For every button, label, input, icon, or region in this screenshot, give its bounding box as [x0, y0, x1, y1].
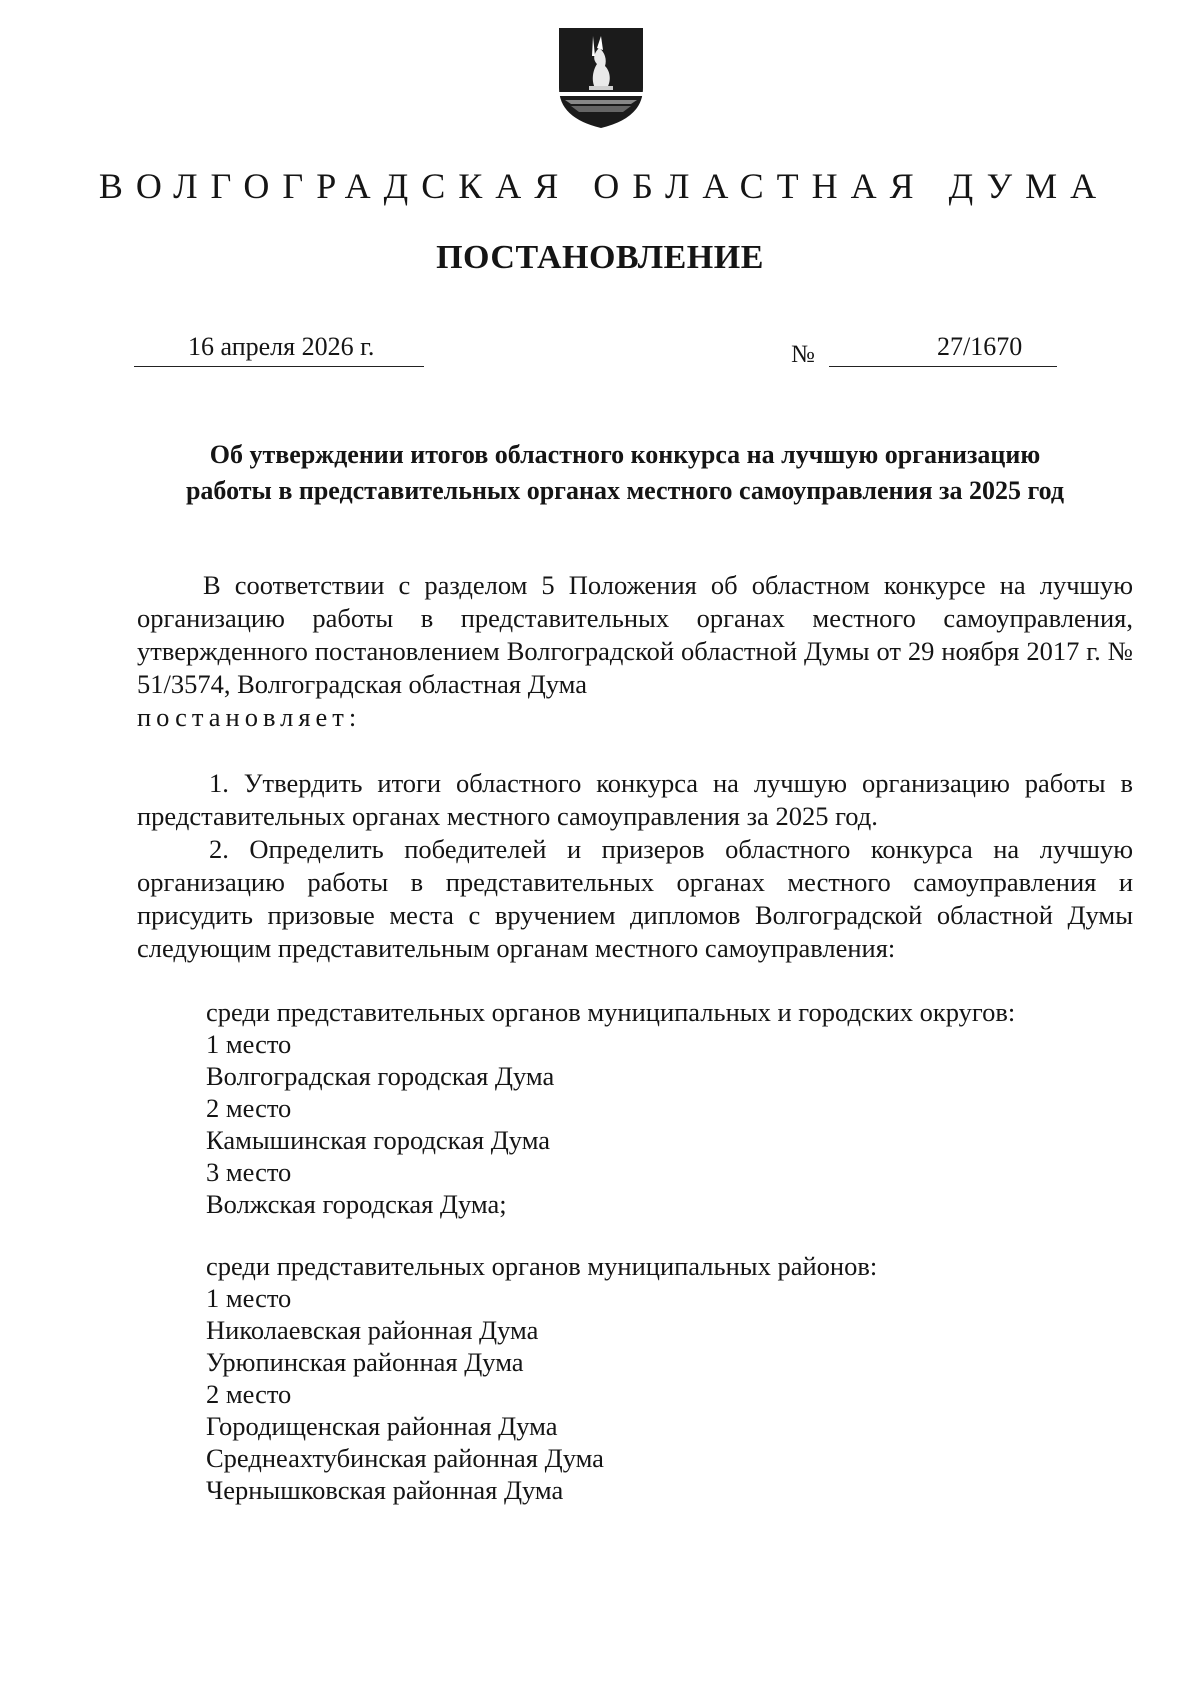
document-type: ПОСТАНОВЛЕНИЕ — [436, 239, 764, 276]
urban-winners-list — [206, 996, 1136, 1220]
point-2: 2. Определить победителей и призеров областного конкурса на лучшую организацию работы в представительных органах местного самоуправления и присудить призовые места с вручением дипломов Волгоградской областной Думы следующим представительным органам местного самоуправления: — [137, 834, 1133, 963]
list-item: 2 место — [206, 1093, 292, 1123]
subject-line-1: Об утверждении итогов областного конкурса на лучшую организацию — [209, 440, 1041, 469]
document-number: 27/1670 — [937, 332, 1023, 361]
decree-word: постановляет: — [137, 702, 362, 732]
list-item: 2 место — [206, 1379, 292, 1409]
list-item: Чернышковская районная Дума — [206, 1475, 564, 1505]
list-item: 1 место — [206, 1029, 292, 1059]
document-subject — [130, 437, 1120, 509]
organization-name: ВОЛГОГРАДСКАЯ ОБЛАСТНАЯ ДУМА — [98, 166, 1110, 206]
list-item: Городищенская районная Дума — [206, 1411, 558, 1441]
subject-line-2: работы в представительных органах местного самоуправления за 2025 год — [185, 476, 1065, 505]
list-item: Волжская городская Дума; — [206, 1189, 507, 1219]
list-item: Урюпинская районная Дума — [206, 1347, 524, 1377]
list-heading: среди представительных органов муниципальных районов: — [206, 1251, 878, 1281]
volgograd-coat-of-arms-icon — [555, 26, 647, 130]
date-field — [134, 330, 424, 367]
preamble-text: В соответствии с разделом 5 Положения об областном конкурсе на лучшую организацию работы в представительных органах местного самоуправления, утвержденного постановлением Волгоградской областной Думы от 29 ноября 2017 г. № 51/3574, Волгоградская областная Дума — [137, 570, 1133, 699]
list-item: Волгоградская городская Дума — [206, 1061, 555, 1091]
document-date: 16 апреля 2026 г. — [188, 332, 375, 361]
list-item: 3 место — [206, 1157, 292, 1187]
number-field — [829, 330, 1057, 367]
rural-winners-list — [206, 1250, 1136, 1506]
point-1: 1. Утвердить итоги областного конкурса на лучшую организацию работы в представительных органах местного самоуправления за 2025 год. — [137, 768, 1133, 831]
preamble-paragraph — [137, 569, 1133, 734]
number-sign: № — [791, 341, 815, 368]
list-heading: среди представительных органов муниципальных и городских округов: — [206, 997, 1016, 1027]
list-item: Среднеахтубинская районная Дума — [206, 1443, 604, 1473]
list-item: Камышинская городская Дума — [206, 1125, 551, 1155]
list-item: 1 место — [206, 1283, 292, 1313]
resolution-points — [137, 767, 1133, 965]
list-item: Николаевская районная Дума — [206, 1315, 539, 1345]
